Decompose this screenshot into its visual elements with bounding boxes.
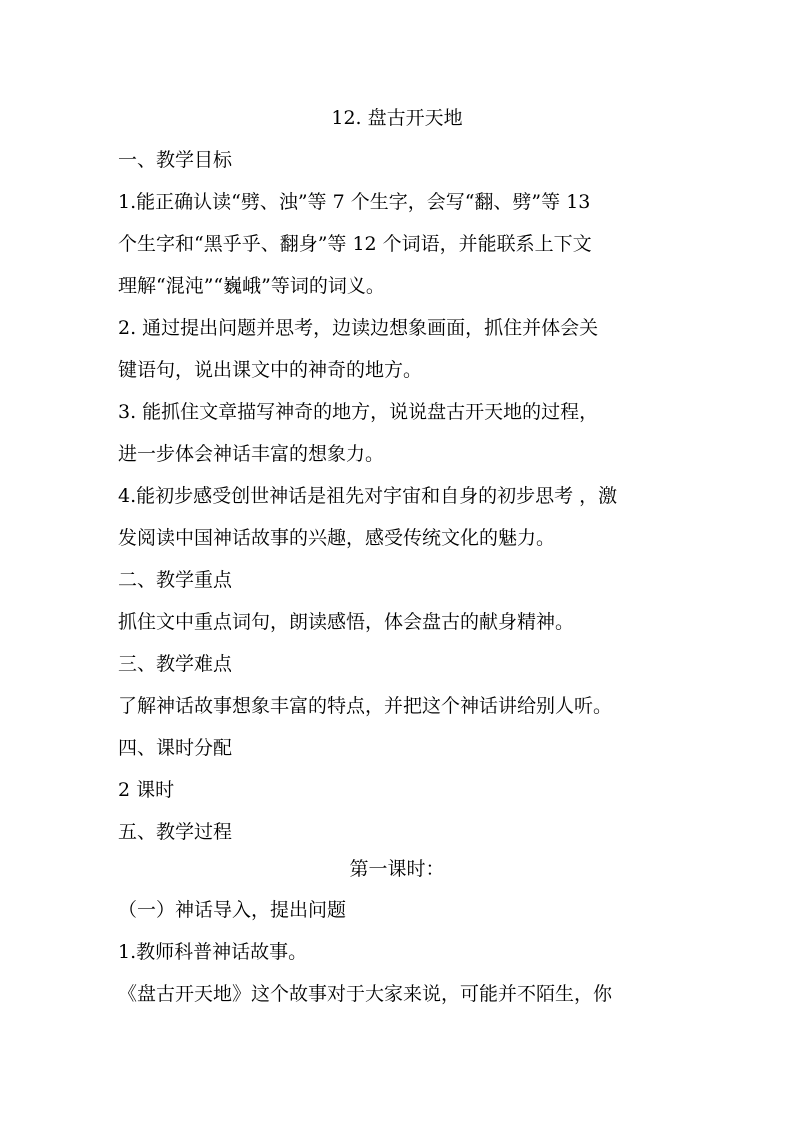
section-heading-schedule: 四、课时分配 — [118, 737, 233, 759]
section-heading-difficulties: 三、教学难点 — [118, 653, 233, 675]
paragraph-line: 2 课时 — [118, 779, 175, 801]
paragraph-line: 3. 能抓住文章描写神奇的地方，说说盘古开天地的过程， — [118, 401, 599, 423]
section-heading-objectives: 一、教学目标 — [118, 149, 233, 171]
paragraph-line: 个生字和“黑乎乎、翻身”等 12 个词语，并能联系上下文 — [118, 233, 592, 255]
paragraph-line: 键语句，说出课文中的神奇的地方。 — [118, 359, 423, 381]
paragraph-line: 1.能正确认读“劈、浊”等 7 个生字，会写“翻、劈”等 13 — [118, 191, 591, 213]
section-heading-key-points: 二、教学重点 — [118, 569, 233, 591]
paragraph-line: 2. 通过提出问题并思考，边读边想象画面，抓住并体会关 — [118, 317, 599, 339]
paragraph-line: 《盘古开天地》这个故事对于大家来说，可能并不陌生，你 — [118, 983, 613, 1005]
subsection-heading: （一）神话导入，提出问题 — [118, 899, 347, 921]
paragraph-line: 1.教师科普神话故事。 — [118, 941, 308, 963]
paragraph-line: 发阅读中国神话故事的兴趣，感受传统文化的魅力。 — [118, 527, 556, 549]
section-heading-process: 五、教学过程 — [118, 821, 233, 843]
paragraph-line: 理解“混沌”“巍峨”等词的词义。 — [118, 275, 385, 297]
lesson-heading: 第一课时： — [349, 858, 445, 880]
paragraph-line: 4.能初步感受创世神话是祖先对宇宙和自身的初步思考 ，激 — [118, 485, 618, 507]
paragraph-line: 了解神话故事想象丰富的特点，并把这个神话讲给别人听。 — [118, 695, 613, 717]
document-title: 12. 盘古开天地 — [331, 107, 463, 129]
paragraph-line: 进一步体会神话丰富的想象力。 — [118, 443, 385, 465]
paragraph-line: 抓住文中重点词句，朗读感悟，体会盘古的献身精神。 — [118, 611, 575, 633]
